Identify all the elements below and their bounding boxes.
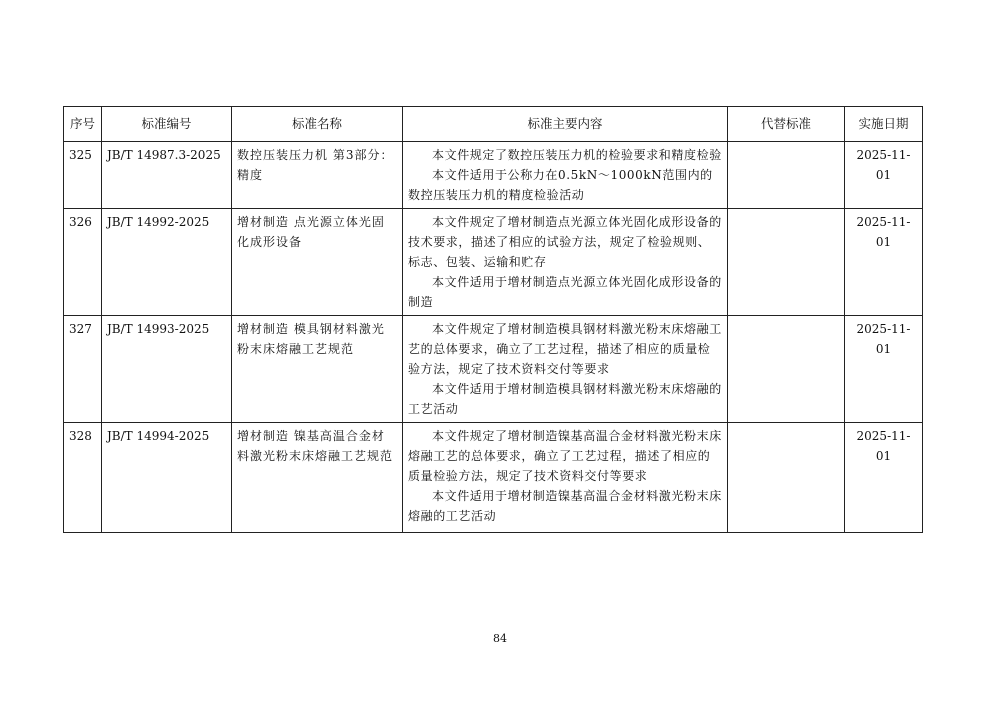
row-seq: 325 — [64, 142, 102, 209]
row-code: JB/T 14992-2025 — [102, 209, 232, 316]
row-code: JB/T 14994-2025 — [102, 423, 232, 533]
row-content — [403, 316, 728, 423]
row-replaces — [728, 142, 845, 209]
header-date: 实施日期 — [845, 107, 923, 142]
header-code: 标准编号 — [102, 107, 232, 142]
row-name: 增材制造 镍基高温合金材料激光粉末床熔融工艺规范 — [232, 423, 403, 533]
page-number: 84 — [493, 632, 507, 645]
row-seq: 326 — [64, 209, 102, 316]
content-paragraph: 本文件规定了增材制造点光源立体光固化成形设备的技术要求，描述了相应的试验方法，规定了检验规则、标志、包装、运输和贮存 — [408, 215, 722, 269]
row-seq: 327 — [64, 316, 102, 423]
row-content — [403, 423, 728, 533]
content-paragraph: 本文件规定了数控压装压力机的检验要求和精度检验 — [432, 148, 722, 162]
row-content — [403, 209, 728, 316]
row-date: 2025-11-01 — [845, 316, 923, 423]
row-replaces — [728, 209, 845, 316]
content-paragraph: 本文件适用于增材制造点光源立体光固化成形设备的制造 — [408, 275, 722, 309]
row-code: JB/T 14993-2025 — [102, 316, 232, 423]
header-content: 标准主要内容 — [403, 107, 728, 142]
row-date: 2025-11-01 — [845, 423, 923, 533]
content-paragraph: 本文件适用于增材制造模具钢材料激光粉末床熔融的工艺活动 — [408, 382, 722, 416]
content-paragraph: 本文件规定了增材制造镍基高温合金材料激光粉末床熔融工艺的总体要求，确立了工艺过程，描述了相应的质量检验方法，规定了技术资料交付等要求 — [408, 429, 722, 483]
header-name: 标准名称 — [232, 107, 403, 142]
standards-table — [63, 106, 923, 533]
table-row — [64, 423, 923, 533]
content-paragraph: 本文件适用于公称力在0.5kN～1000kN范围内的数控压装压力机的精度检验活动 — [408, 168, 713, 202]
row-name: 数控压装压力机 第3部分：精度 — [232, 142, 403, 209]
row-code: JB/T 14987.3-2025 — [102, 142, 232, 209]
header-seq: 序号 — [64, 107, 102, 142]
content-paragraph: 本文件规定了增材制造模具钢材料激光粉末床熔融工艺的总体要求，确立了工艺过程，描述了相应的质量检验方法，规定了技术资料交付等要求 — [408, 322, 722, 376]
row-replaces — [728, 423, 845, 533]
header-replaces: 代替标准 — [728, 107, 845, 142]
row-date: 2025-11-01 — [845, 142, 923, 209]
table-row — [64, 142, 923, 209]
table-row — [64, 316, 923, 423]
row-name: 增材制造 模具钢材料激光粉末床熔融工艺规范 — [232, 316, 403, 423]
table-row — [64, 209, 923, 316]
row-name: 增材制造 点光源立体光固化成形设备 — [232, 209, 403, 316]
row-content — [403, 142, 728, 209]
content-paragraph: 本文件适用于增材制造镍基高温合金材料激光粉末床熔融的工艺活动 — [408, 489, 722, 523]
row-date: 2025-11-01 — [845, 209, 923, 316]
row-replaces — [728, 316, 845, 423]
row-seq: 328 — [64, 423, 102, 533]
table-header-row — [64, 107, 923, 142]
